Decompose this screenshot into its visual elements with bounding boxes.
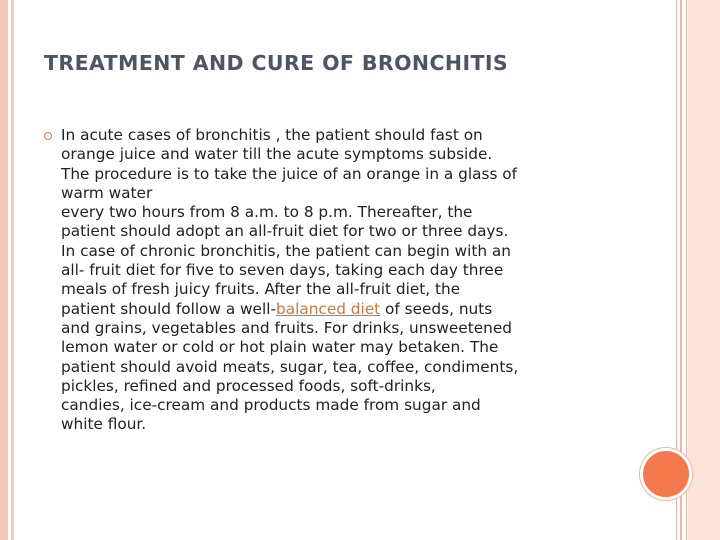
text-line: white flour. — [61, 415, 147, 434]
text-line: In case of chronic bronchitis, the patient can begin with an — [61, 241, 511, 260]
bullet-icon — [44, 132, 52, 140]
text-line-with-link — [61, 300, 624, 319]
slide-body — [44, 126, 624, 435]
text-line: meals of fresh juicy fruits. After the all-fruit diet, the — [61, 280, 461, 299]
text-segment: patient should follow a well- — [61, 299, 276, 318]
text-line: In acute cases of bronchitis , the patient should fast on — [61, 126, 483, 144]
left-border-stripe — [0, 0, 8, 540]
text-line: candies, ice-cream and products made from sugar and — [61, 396, 481, 415]
text-line: pickles, refined and processed foods, soft-drinks, — [61, 376, 436, 395]
text-line: lemon water or cold or hot plain water may betaken. The — [61, 338, 499, 357]
balanced-diet-link[interactable]: balanced diet — [276, 299, 381, 318]
text-line: The procedure is to take the juice of an orange in a glass of — [61, 164, 518, 183]
text-segment: of seeds, nuts — [380, 299, 493, 318]
left-border-stripe-thin — [11, 0, 14, 540]
text-line: patient should adopt an all-fruit diet for two or three days. — [61, 222, 509, 241]
body-paragraph — [61, 126, 624, 435]
slide-title: TREATMENT AND CURE OF BRONCHITIS — [44, 51, 509, 75]
text-line: and grains, vegetables and fruits. For drinks, unsweetened — [61, 318, 512, 337]
text-line: orange juice and water till the acute symptoms subside. — [61, 145, 493, 164]
right-border-panel — [688, 0, 720, 540]
text-line: patient should avoid meats, sugar, tea, coffee, condiments, — [61, 357, 519, 376]
text-line: every two hours from 8 a.m. to 8 p.m. Thereafter, the — [61, 203, 473, 222]
text-line: warm water — [61, 183, 153, 202]
decorative-circle — [640, 448, 692, 500]
text-line: all- fruit diet for five to seven days, taking each day three — [61, 261, 504, 280]
